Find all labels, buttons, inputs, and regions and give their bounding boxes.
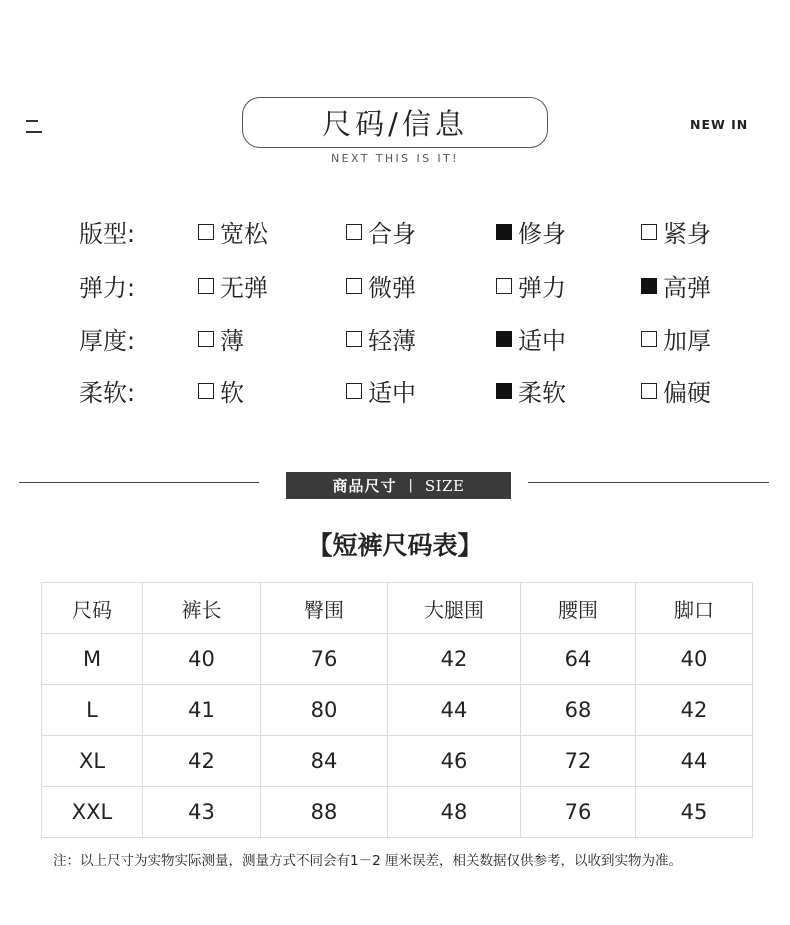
attribute-option (641, 214, 711, 249)
table-cell: 88 (261, 787, 388, 838)
table-header-row (42, 583, 753, 634)
checked-box-icon (496, 383, 512, 399)
table-row (42, 736, 753, 787)
table-cell: 42 (636, 685, 753, 736)
table-cell: M (42, 634, 143, 685)
checked-box-icon (496, 331, 512, 347)
attribute-option-label: 薄 (220, 327, 244, 355)
attribute-option (641, 373, 711, 408)
attribute-option (641, 321, 711, 356)
table-cell: 43 (143, 787, 261, 838)
attribute-option-label: 无弹 (220, 274, 268, 302)
checked-box-icon (496, 224, 512, 240)
attribute-option-label: 高弹 (663, 274, 711, 302)
table-cell: 46 (388, 736, 521, 787)
table-cell: 72 (521, 736, 636, 787)
unchecked-box-icon (346, 383, 362, 399)
table-cell: 76 (261, 634, 388, 685)
attribute-option-label: 加厚 (663, 327, 711, 355)
table-cell: XL (42, 736, 143, 787)
unchecked-box-icon (198, 278, 214, 294)
table-cell: 48 (388, 787, 521, 838)
attribute-option (198, 373, 244, 408)
attribute-label: 厚度: (79, 327, 136, 355)
table-cell: 44 (388, 685, 521, 736)
checked-box-icon (641, 278, 657, 294)
table-cell: 80 (261, 685, 388, 736)
page-subtitle: NEXT THIS IS IT! (331, 152, 459, 165)
attribute-option (346, 214, 416, 249)
table-cell: XXL (42, 787, 143, 838)
column-header: 裤长 (143, 583, 261, 634)
banner-separator: | (408, 478, 413, 493)
table-cell: 41 (143, 685, 261, 736)
table-cell: 42 (143, 736, 261, 787)
table-row (42, 787, 753, 838)
table-row (42, 685, 753, 736)
menu-icon[interactable] (26, 118, 42, 134)
table-cell: 45 (636, 787, 753, 838)
column-header: 大腿围 (388, 583, 521, 634)
size-banner (286, 472, 511, 499)
attribute-option-label: 微弹 (368, 274, 416, 302)
unchecked-box-icon (198, 383, 214, 399)
attribute-option-label: 适中 (368, 379, 416, 407)
attribute-option (198, 214, 268, 249)
column-header: 尺码 (42, 583, 143, 634)
attribute-option (346, 268, 416, 303)
attribute-option-label: 弹力 (518, 274, 566, 302)
column-header: 脚口 (636, 583, 753, 634)
attribute-label: 版型: (79, 220, 136, 248)
attribute-option (198, 268, 268, 303)
attribute-option-label: 合身 (368, 220, 416, 248)
table-row (42, 634, 753, 685)
attribute-option (346, 373, 416, 408)
table-cell: 68 (521, 685, 636, 736)
attribute-option (496, 321, 566, 356)
new-in-badge: NEW IN (690, 117, 749, 132)
attribute-label: 弹力: (79, 274, 136, 302)
divider-left (19, 482, 259, 483)
attribute-option-label: 宽松 (220, 220, 268, 248)
attribute-option (496, 268, 566, 303)
table-cell: 76 (521, 787, 636, 838)
banner-cn-label: 商品尺寸 (332, 477, 397, 495)
attribute-option (198, 321, 244, 356)
attribute-option (496, 214, 566, 249)
table-cell: 42 (388, 634, 521, 685)
unchecked-box-icon (496, 278, 512, 294)
banner-en-label: SIZE (424, 476, 465, 495)
unchecked-box-icon (346, 331, 362, 347)
unchecked-box-icon (641, 331, 657, 347)
attribute-label: 柔软: (79, 379, 136, 407)
unchecked-box-icon (346, 224, 362, 240)
attribute-option (496, 373, 566, 408)
attribute-option-label: 轻薄 (368, 327, 416, 355)
unchecked-box-icon (346, 278, 362, 294)
size-table-title: 【短裤尺码表】 (307, 531, 483, 560)
column-header: 臀围 (261, 583, 388, 634)
table-cell: 84 (261, 736, 388, 787)
table-cell: 64 (521, 634, 636, 685)
unchecked-box-icon (641, 383, 657, 399)
unchecked-box-icon (198, 331, 214, 347)
column-header: 腰围 (521, 583, 636, 634)
page-title: 尺码/信息 (242, 97, 548, 148)
attribute-option (641, 268, 711, 303)
unchecked-box-icon (198, 224, 214, 240)
measurement-note: 注：以上尺寸为实物实际测量，测量方式不同会有1－2 厘米误差，相关数据仅供参考，以收到实物为准。 (53, 853, 682, 869)
attribute-option-label: 紧身 (663, 220, 711, 248)
attribute-option (346, 321, 416, 356)
attribute-option-label: 偏硬 (663, 379, 711, 407)
table-cell: L (42, 685, 143, 736)
attribute-option-label: 适中 (518, 327, 566, 355)
table-cell: 40 (636, 634, 753, 685)
table-cell: 40 (143, 634, 261, 685)
divider-right (528, 482, 769, 483)
table-cell: 44 (636, 736, 753, 787)
attribute-option-label: 软 (220, 379, 244, 407)
size-table (41, 582, 753, 838)
unchecked-box-icon (641, 224, 657, 240)
attribute-option-label: 柔软 (518, 379, 566, 407)
attribute-option-label: 修身 (518, 220, 566, 248)
